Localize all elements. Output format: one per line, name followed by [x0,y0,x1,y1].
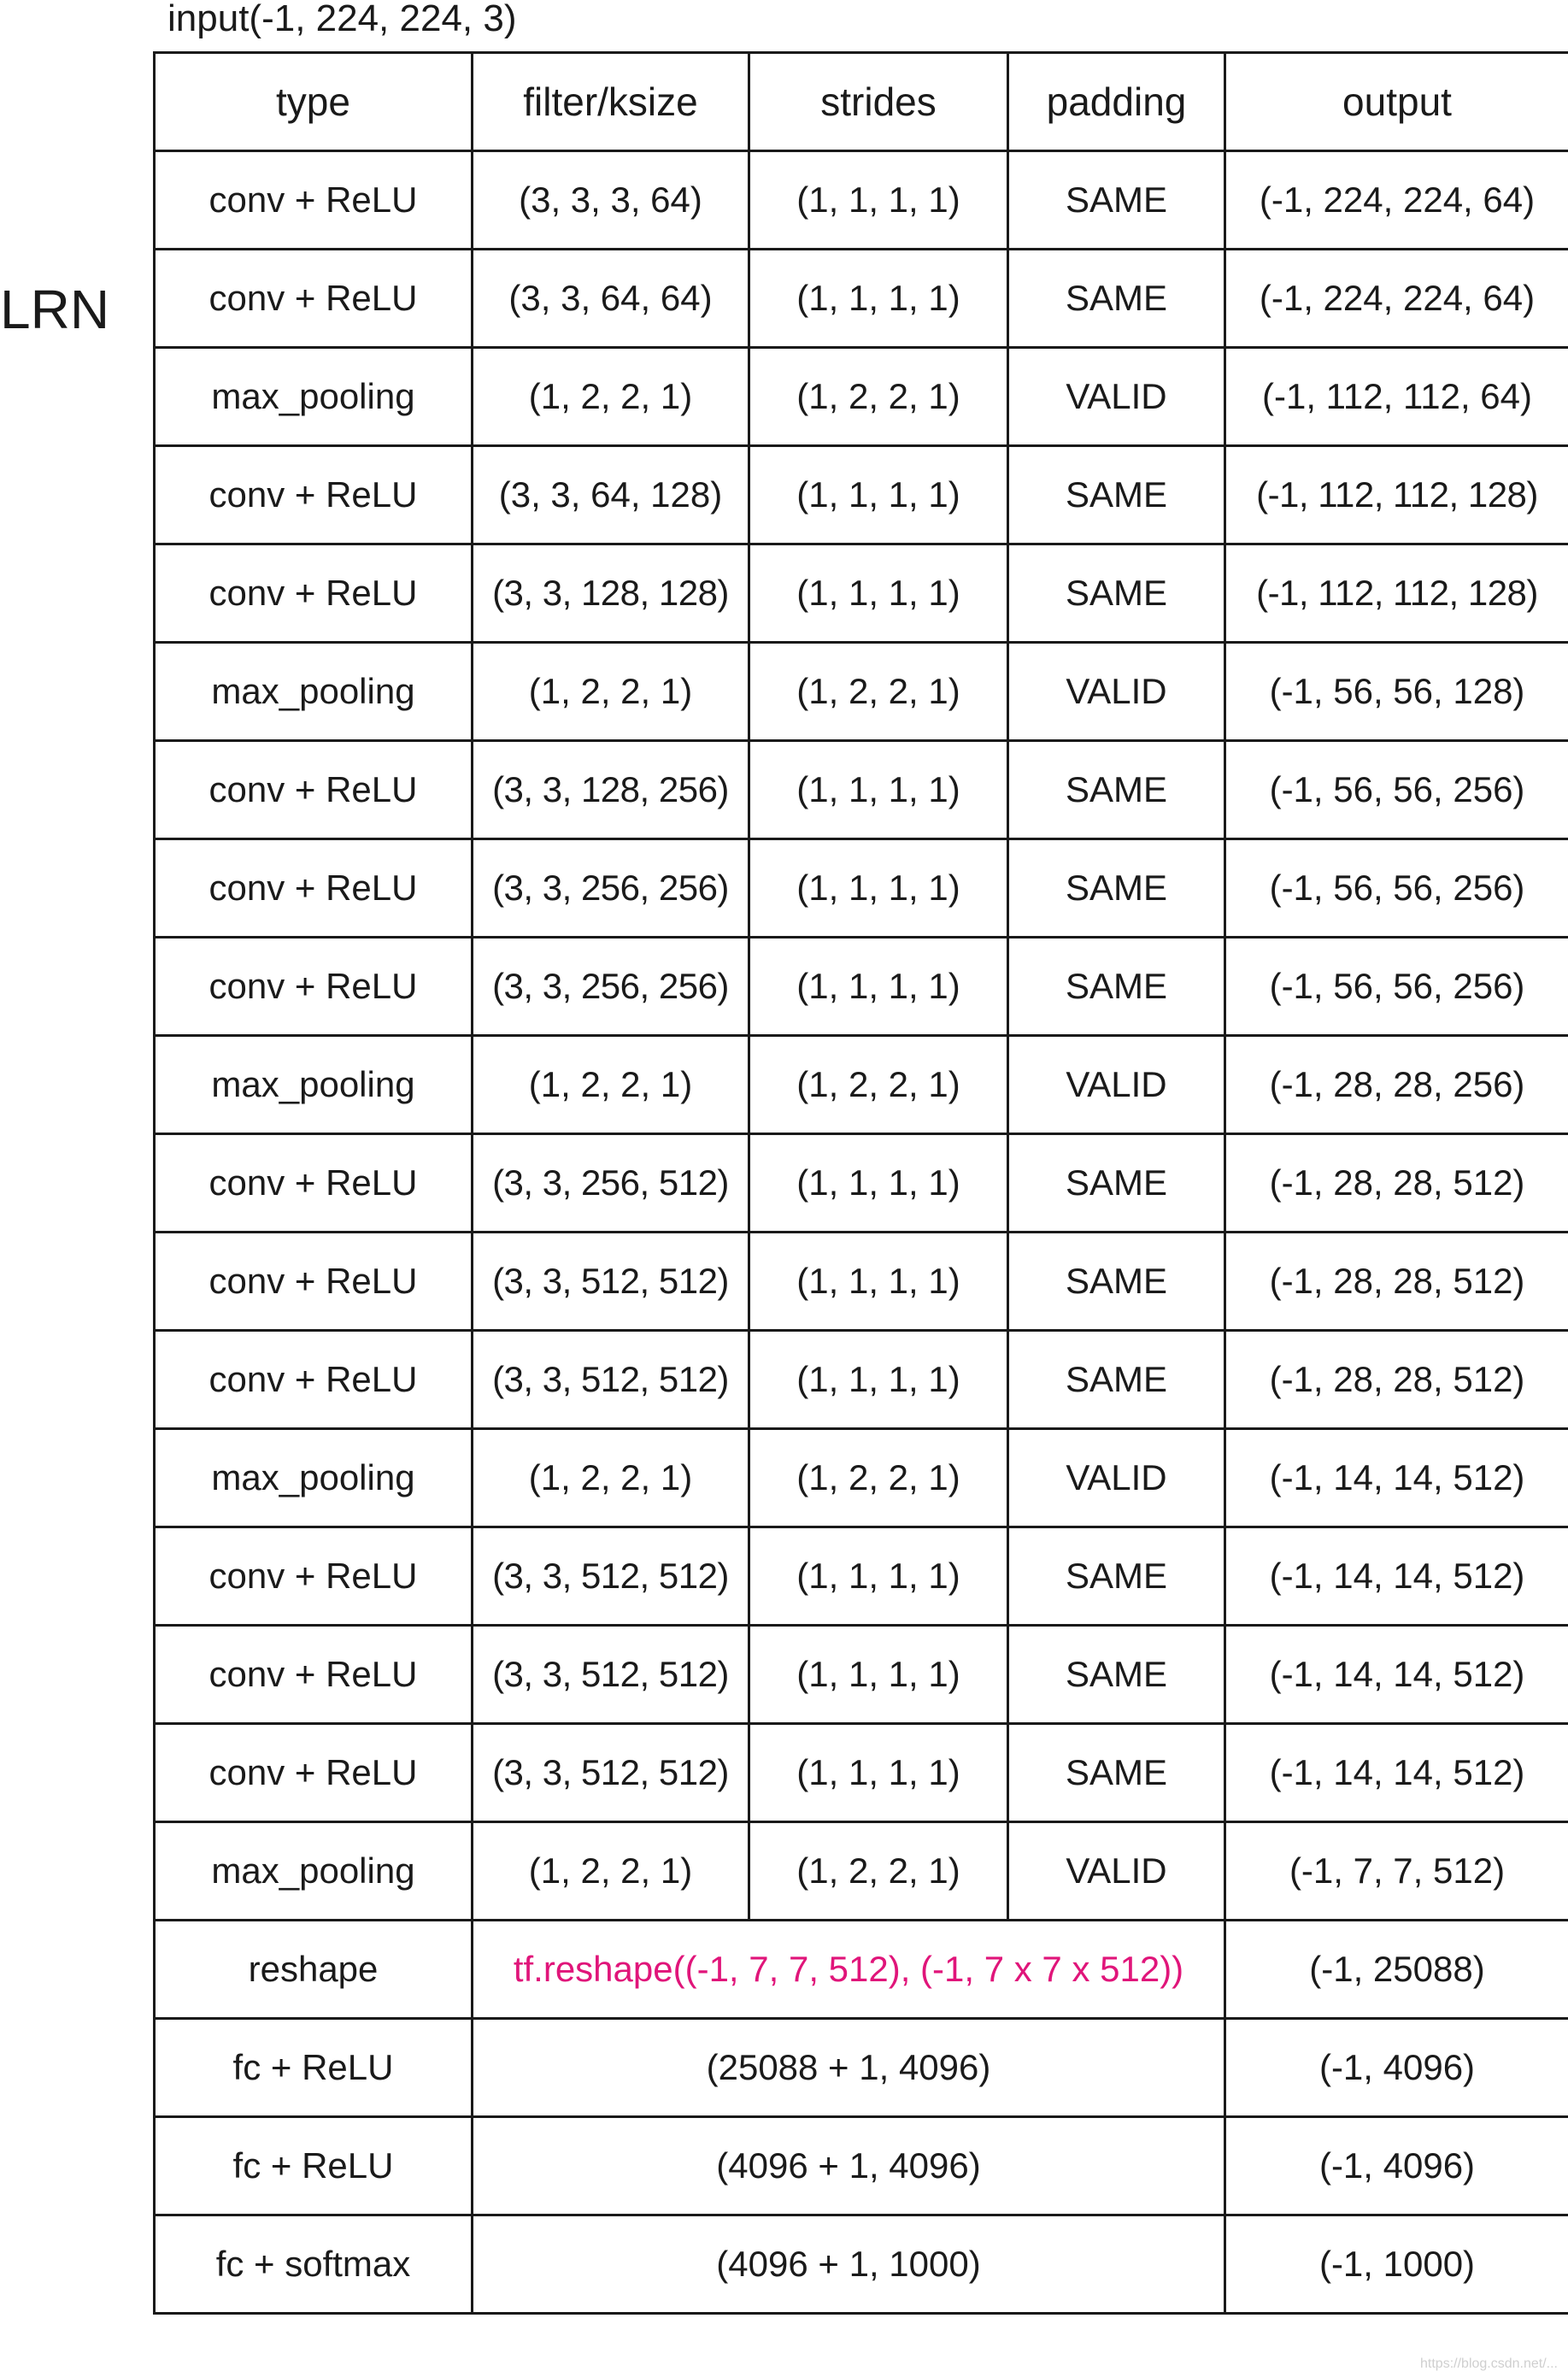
cell-strides: (1, 1, 1, 1) [749,151,1008,250]
cell-output: (-1, 224, 224, 64) [1225,250,1568,348]
cell-type: conv + ReLU [155,1626,473,1724]
cell-type: conv + ReLU [155,1331,473,1429]
cell-filter: (3, 3, 512, 512) [473,1527,749,1626]
cell-padding: SAME [1008,1626,1225,1724]
cell-strides: (1, 1, 1, 1) [749,1724,1008,1822]
header-filter: filter/ksize [473,53,749,151]
table-row [155,643,1568,741]
cell-strides: (1, 1, 1, 1) [749,1626,1008,1724]
cell-strides: (1, 1, 1, 1) [749,1233,1008,1331]
cell-strides: (1, 2, 2, 1) [749,643,1008,741]
cell-output: (-1, 56, 56, 256) [1225,741,1568,839]
cell-output: (-1, 7, 7, 512) [1225,1822,1568,1921]
table-row [155,938,1568,1036]
cell-type: conv + ReLU [155,151,473,250]
table-row [155,544,1568,643]
cell-filter: (1, 2, 2, 1) [473,1036,749,1134]
cell-output: (-1, 4096) [1225,2117,1568,2215]
cell-type: max_pooling [155,1822,473,1921]
cell-type: fc + ReLU [155,2019,473,2117]
cell-type: conv + ReLU [155,1134,473,1233]
cell-padding: SAME [1008,1331,1225,1429]
fc-row [155,2019,1568,2117]
cell-fc-shape: (4096 + 1, 1000) [473,2215,1225,2314]
cell-filter: (3, 3, 512, 512) [473,1626,749,1724]
cell-type: conv + ReLU [155,938,473,1036]
table-row [155,1134,1568,1233]
table-row [155,348,1568,446]
cell-padding: SAME [1008,446,1225,544]
cell-strides: (1, 1, 1, 1) [749,938,1008,1036]
cell-padding: SAME [1008,1724,1225,1822]
cell-type: conv + ReLU [155,250,473,348]
cell-output: (-1, 14, 14, 512) [1225,1429,1568,1527]
cell-type: conv + ReLU [155,839,473,938]
cell-output: (-1, 28, 28, 256) [1225,1036,1568,1134]
table-row [155,1429,1568,1527]
cell-type: max_pooling [155,1429,473,1527]
cell-padding: SAME [1008,544,1225,643]
cell-padding: VALID [1008,1822,1225,1921]
cell-padding: VALID [1008,643,1225,741]
table-row [155,151,1568,250]
cell-type: conv + ReLU [155,1527,473,1626]
cell-type: fc + ReLU [155,2117,473,2215]
cell-filter: (1, 2, 2, 1) [473,348,749,446]
cell-padding: VALID [1008,1036,1225,1134]
cell-padding: SAME [1008,1527,1225,1626]
cell-padding: SAME [1008,1134,1225,1233]
table-row [155,839,1568,938]
cell-output: (-1, 28, 28, 512) [1225,1233,1568,1331]
cell-type: max_pooling [155,1036,473,1134]
cell-output: (-1, 112, 112, 128) [1225,446,1568,544]
cell-strides: (1, 1, 1, 1) [749,1134,1008,1233]
cell-type: fc + softmax [155,2215,473,2314]
cell-padding: SAME [1008,741,1225,839]
cell-fc-shape: (4096 + 1, 4096) [473,2117,1225,2215]
cell-output: (-1, 112, 112, 128) [1225,544,1568,643]
cell-strides: (1, 2, 2, 1) [749,1429,1008,1527]
cell-type: max_pooling [155,643,473,741]
cell-strides: (1, 2, 2, 1) [749,1036,1008,1134]
cell-type: conv + ReLU [155,1233,473,1331]
cell-type: conv + ReLU [155,1724,473,1822]
cell-filter: (3, 3, 512, 512) [473,1233,749,1331]
table-row [155,1724,1568,1822]
cell-type: conv + ReLU [155,741,473,839]
cell-output: (-1, 4096) [1225,2019,1568,2117]
cell-padding: SAME [1008,1233,1225,1331]
cell-filter: (3, 3, 64, 64) [473,250,749,348]
cell-output: (-1, 224, 224, 64) [1225,151,1568,250]
cell-padding: SAME [1008,839,1225,938]
header-type: type [155,53,473,151]
header-strides: strides [749,53,1008,151]
input-shape-label: input(-1, 224, 224, 3) [167,0,517,39]
table-row [155,1626,1568,1724]
cell-output: (-1, 56, 56, 256) [1225,839,1568,938]
cell-filter: (3, 3, 64, 128) [473,446,749,544]
cell-filter: (3, 3, 256, 256) [473,839,749,938]
cell-output: (-1, 14, 14, 512) [1225,1626,1568,1724]
cell-output: (-1, 56, 56, 256) [1225,938,1568,1036]
cell-padding: VALID [1008,1429,1225,1527]
lrn-label: LRN [0,279,110,340]
cell-type: max_pooling [155,348,473,446]
cell-filter: (3, 3, 128, 256) [473,741,749,839]
header-padding: padding [1008,53,1225,151]
cell-output: (-1, 14, 14, 512) [1225,1724,1568,1822]
cell-padding: VALID [1008,348,1225,446]
table-row [155,446,1568,544]
table-row [155,1527,1568,1626]
table-row [155,1822,1568,1921]
fc-row [155,2215,1568,2314]
cell-strides: (1, 1, 1, 1) [749,250,1008,348]
cell-strides: (1, 1, 1, 1) [749,544,1008,643]
cell-strides: (1, 1, 1, 1) [749,741,1008,839]
cell-type: reshape [155,1921,473,2019]
cell-output: (-1, 25088) [1225,1921,1568,2019]
cell-filter: (3, 3, 512, 512) [473,1724,749,1822]
fc-row [155,2117,1568,2215]
cell-output: (-1, 14, 14, 512) [1225,1527,1568,1626]
cell-padding: SAME [1008,151,1225,250]
cell-filter: (1, 2, 2, 1) [473,643,749,741]
cell-output: (-1, 28, 28, 512) [1225,1134,1568,1233]
table-row [155,250,1568,348]
cell-strides: (1, 1, 1, 1) [749,446,1008,544]
table-header-row [155,53,1568,151]
cell-filter: (1, 2, 2, 1) [473,1822,749,1921]
cell-strides: (1, 1, 1, 1) [749,1527,1008,1626]
cell-reshape-code: tf.reshape((-1, 7, 7, 512), (-1, 7 x 7 x 512)) [473,1921,1225,2019]
cell-padding: SAME [1008,938,1225,1036]
cell-output: (-1, 112, 112, 64) [1225,348,1568,446]
cell-filter: (3, 3, 512, 512) [473,1331,749,1429]
table-row [155,1233,1568,1331]
table-row [155,1036,1568,1134]
cell-filter: (3, 3, 128, 128) [473,544,749,643]
table-row [155,741,1568,839]
header-output: output [1225,53,1568,151]
watermark: https://blog.csdn.net/... [1420,2356,1558,2371]
cell-strides: (1, 2, 2, 1) [749,348,1008,446]
cell-strides: (1, 1, 1, 1) [749,1331,1008,1429]
cell-fc-shape: (25088 + 1, 4096) [473,2019,1225,2117]
cell-type: conv + ReLU [155,446,473,544]
reshape-row [155,1921,1568,2019]
cell-output: (-1, 56, 56, 128) [1225,643,1568,741]
cell-output: (-1, 28, 28, 512) [1225,1331,1568,1429]
cell-strides: (1, 1, 1, 1) [749,839,1008,938]
cell-output: (-1, 1000) [1225,2215,1568,2314]
table-row [155,1331,1568,1429]
cell-filter: (1, 2, 2, 1) [473,1429,749,1527]
cell-filter: (3, 3, 256, 512) [473,1134,749,1233]
cell-filter: (3, 3, 3, 64) [473,151,749,250]
cell-type: conv + ReLU [155,544,473,643]
cell-padding: SAME [1008,250,1225,348]
cell-filter: (3, 3, 256, 256) [473,938,749,1036]
vgg16-architecture-table [153,51,1568,2315]
cell-strides: (1, 2, 2, 1) [749,1822,1008,1921]
